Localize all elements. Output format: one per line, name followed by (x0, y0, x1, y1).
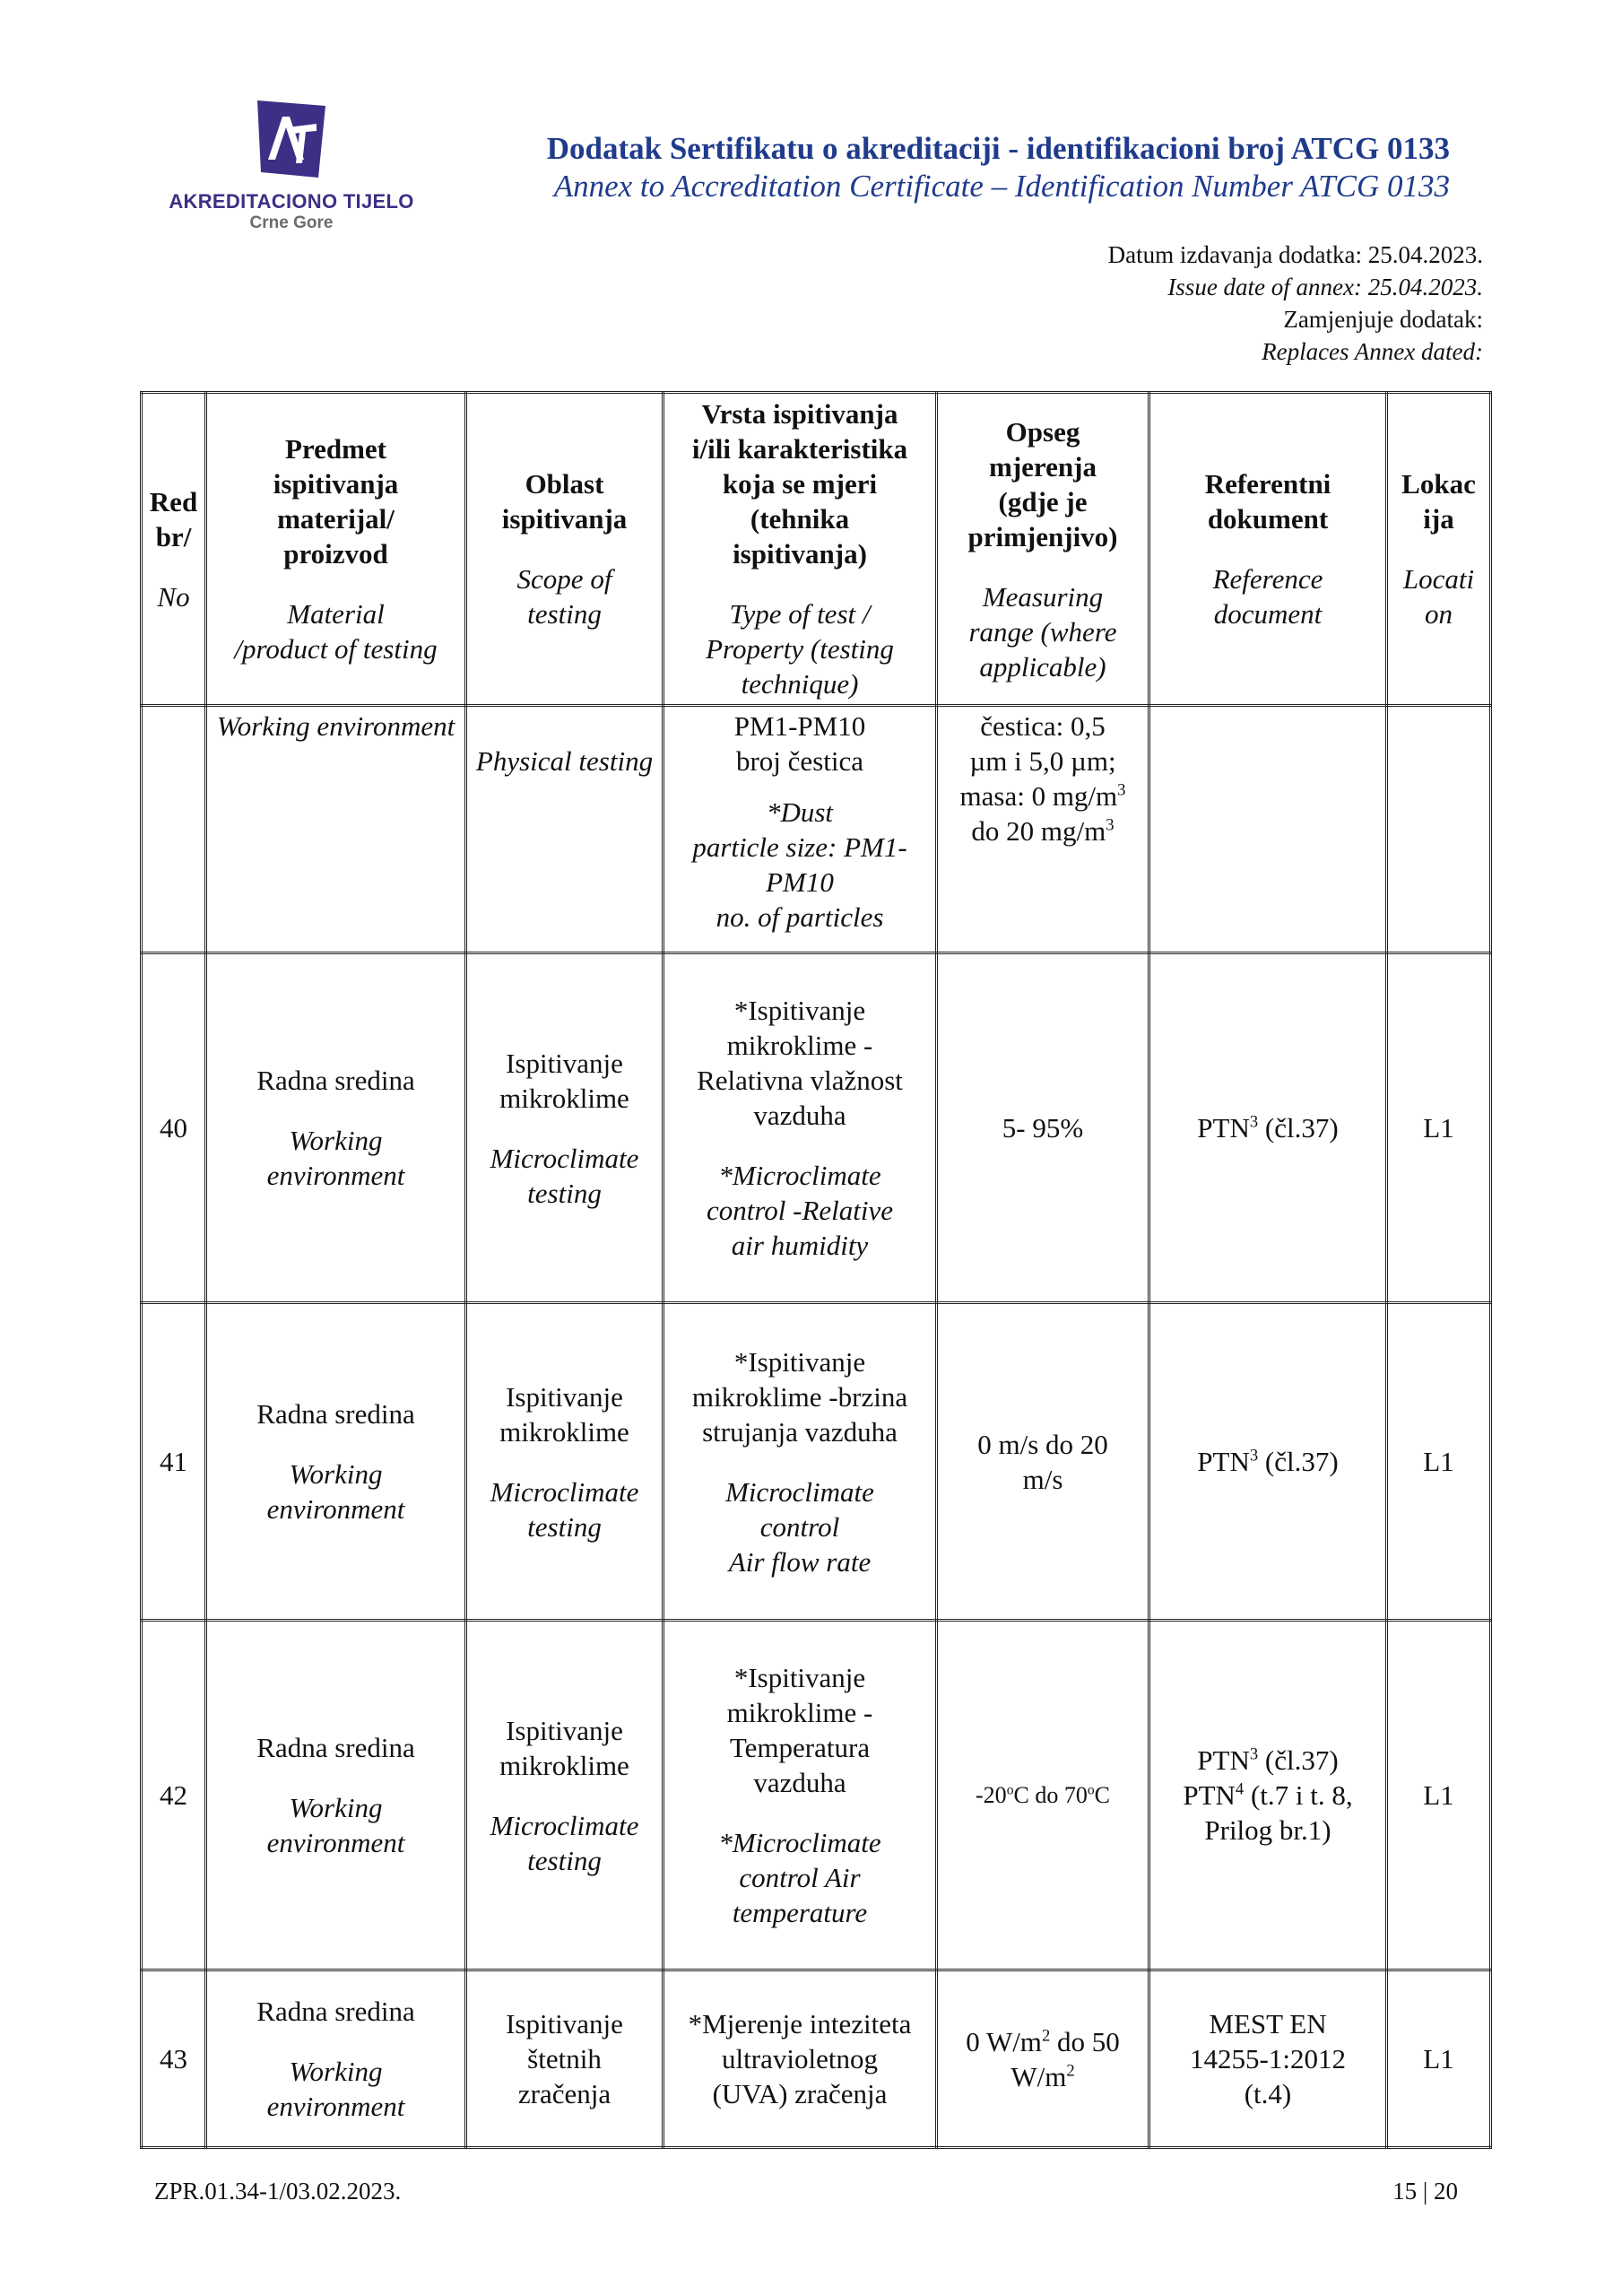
cell-scope: Ispitivanje mikroklime Microclimate testing (466, 1621, 664, 1970)
header-range: Opseg mjerenja (gdje je primjenjivo) Measuring range (where applicable) (937, 393, 1149, 706)
cell-scope: Ispitivanje štetnih zračenja (466, 1970, 664, 2148)
cell-no: 41 (142, 1303, 206, 1621)
cell-reference: MEST EN 14255-1:2012 (t.4) (1149, 1970, 1387, 2148)
table-row (142, 1970, 1491, 2148)
cell-range: 5- 95% (937, 953, 1149, 1303)
cell-range: 0 m/s do 20 m/s (937, 1303, 1149, 1621)
document-title: Dodatak Sertifikatu o akreditaciji - identifikacioni broj ATCG 0133 (546, 131, 1450, 166)
header-no: Red br/ No (142, 393, 206, 706)
replaces-annex-en: Replaces Annex dated: (1262, 338, 1483, 365)
header-material: Predmet ispitivanja materijal/ proizvod Material /product of testing (206, 393, 466, 706)
cell-scope: Physical testing (466, 706, 664, 953)
cell-location: L1 (1387, 1303, 1491, 1621)
cell-material: Radna sredina Working environment (206, 1970, 466, 2148)
cell-location (1387, 706, 1491, 953)
issue-date-en: Issue date of annex: 25.04.2023. (1167, 274, 1483, 300)
cell-location: L1 (1387, 1970, 1491, 2148)
footer-doc-code: ZPR.01.34-1/03.02.2023. (154, 2178, 402, 2205)
issue-date: Datum izdavanja dodatka: 25.04.2023. (1107, 241, 1483, 268)
cell-scope: Ispitivanje mikroklime Microclimate testing (466, 1303, 664, 1621)
cell-scope: Ispitivanje mikroklime Microclimate testing (466, 953, 664, 1303)
at-logo-icon (257, 100, 325, 178)
cell-range: 0 $W/m^2$ do 50 $W/m^2$ (937, 1970, 1149, 2148)
cell-range: -20$^o$C do 70$^o$C (937, 1621, 1149, 1970)
table-row (142, 706, 1491, 953)
logo-org-name: AKREDITACIONO TIJELO (169, 190, 414, 213)
cell-no (142, 706, 206, 953)
cell-range: čestica: 0,5 µm i 5,0 µm; masa: 0 $mg/m^3$ do 20 $mg/m^3$ (937, 706, 1149, 953)
cell-material: Working environment (206, 706, 466, 953)
header-type: Vrsta ispitivanja i/ili karakteristika koja se mjeri (tehnika ispitivanja) Type of test / Property (testing technique) (664, 393, 937, 706)
cell-reference: PTN$^3$ (čl.37) PTN$^4$ (t.7 i t. 8, Prilog br.1) (1149, 1621, 1387, 1970)
logo-org-sub: Crne Gore (249, 213, 334, 232)
cell-reference: PTN$^3$ (čl.37) (1149, 953, 1387, 1303)
cell-material: Radna sredina Working environment (206, 1621, 466, 1970)
cell-type: *Mjerenje inteziteta ultravioletnog (UVA) zračenja (664, 1970, 937, 2148)
cell-type: PM1-PM10 broj čestica *Dust particle size: PM1- PM10 no. of particles (664, 706, 937, 953)
replaces-annex: Zamjenjuje dodatak: (1283, 306, 1483, 333)
accreditation-scope-table (140, 391, 1492, 2149)
cell-location: L1 (1387, 1621, 1491, 1970)
cell-material: Radna sredina Working environment (206, 953, 466, 1303)
cell-no: 43 (142, 1970, 206, 2148)
cell-type: *Ispitivanje mikroklime - Relativna vlažnost vazduha *Microclimate control -Relative air humidity (664, 953, 937, 1303)
table-header-row (142, 393, 1491, 706)
logo (161, 100, 421, 235)
table-row (142, 953, 1491, 1303)
table-row (142, 1621, 1491, 1970)
header-scope: Oblast ispitivanja Scope of testing (466, 393, 664, 706)
annex-meta (1108, 239, 1483, 368)
header-reference: Referentni dokument Reference document (1149, 393, 1387, 706)
cell-no: 42 (142, 1621, 206, 1970)
cell-location: L1 (1387, 953, 1491, 1303)
cell-no: 40 (142, 953, 206, 1303)
cell-reference: PTN$^3$ (čl.37) (1149, 1303, 1387, 1621)
cell-reference (1149, 706, 1387, 953)
cell-material: Radna sredina Working environment (206, 1303, 466, 1621)
footer-page-number: 15 | 20 (1392, 2178, 1458, 2205)
cell-type: *Ispitivanje mikroklime -brzina strujanja vazduha Microclimate control Air flow rate (664, 1303, 937, 1621)
cell-type: *Ispitivanje mikroklime - Temperatura vazduha *Microclimate control Air temperature (664, 1621, 937, 1970)
table-row (142, 1303, 1491, 1621)
header-location: Lokac ija Locati on (1387, 393, 1491, 706)
document-subtitle: Annex to Accreditation Certificate – Identification Number ATCG 0133 (553, 169, 1450, 204)
